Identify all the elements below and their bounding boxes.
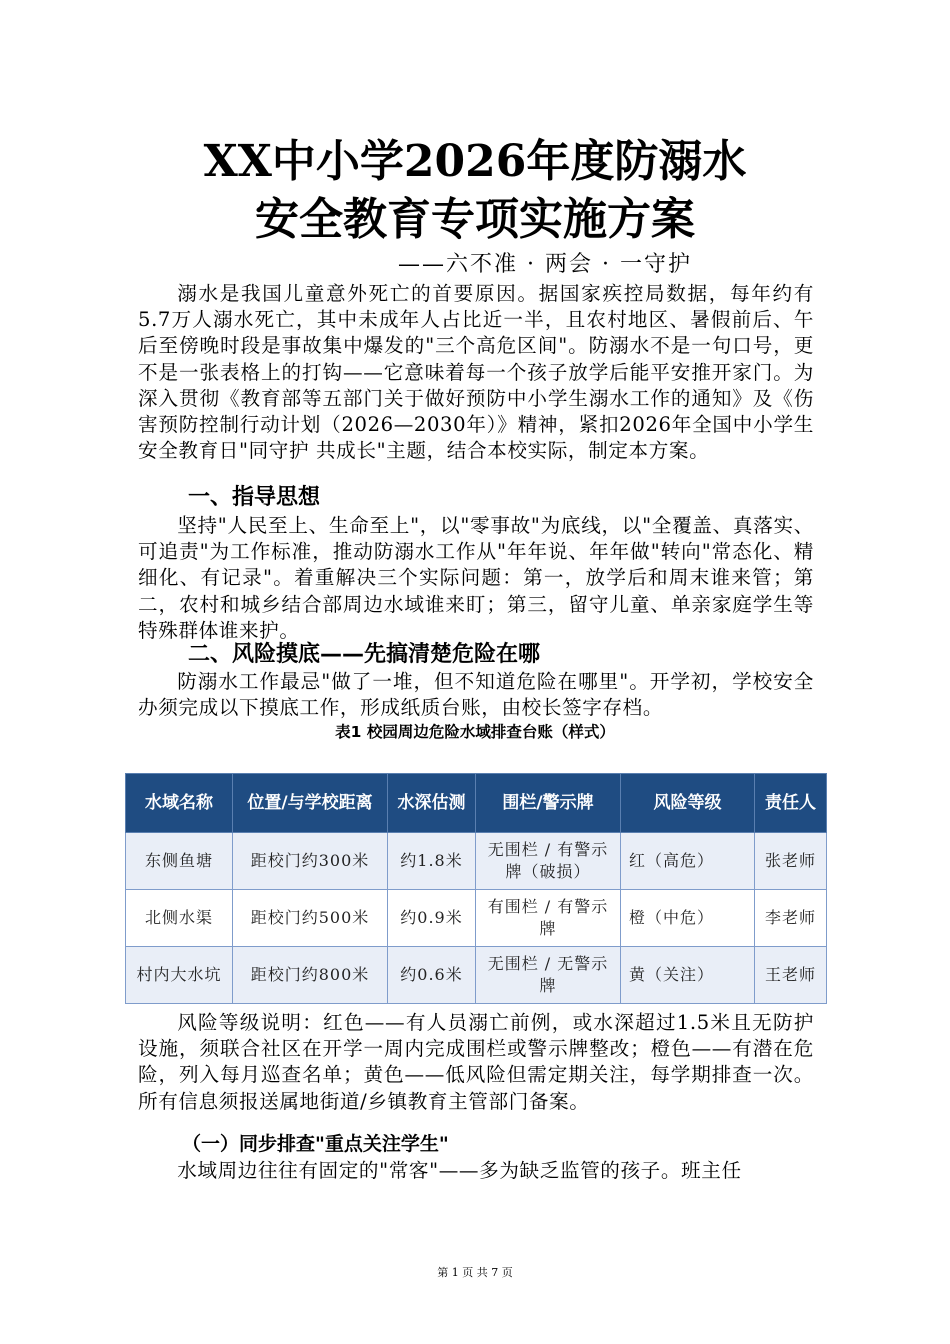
table-cell: 红（高危）	[621, 833, 755, 890]
table-cell: 有围栏 / 有警示牌	[476, 890, 621, 947]
table-row	[126, 947, 827, 1004]
table-row	[126, 890, 827, 947]
section2-heading: 二、风险摸底——先搞清楚危险在哪	[188, 642, 541, 667]
table-cell: 李老师	[755, 890, 827, 947]
table-cell: 距校门约500米	[233, 890, 388, 947]
subsection1-heading: （一）同步排查"重点关注学生"	[182, 1133, 449, 1155]
table-header-cell: 围栏/警示牌	[476, 774, 621, 833]
table-cell: 约0.6米	[388, 947, 476, 1004]
table-cell: 约1.8米	[388, 833, 476, 890]
table-header-cell: 水域名称	[126, 774, 233, 833]
table-cell: 黄（关注）	[621, 947, 755, 1004]
table-cell: 北侧水渠	[126, 890, 233, 947]
table-header-cell: 位置/与学校距离	[233, 774, 388, 833]
table-header-cell: 风险等级	[621, 774, 755, 833]
table-cell: 无围栏 / 无警示牌	[476, 947, 621, 1004]
table-cell: 村内大水坑	[126, 947, 233, 1004]
page-footer: 第 1 页 共 7 页	[437, 1266, 513, 1279]
doc-title-line1: XX中小学2026年度防溺水	[203, 136, 747, 187]
table-cell: 约0.9米	[388, 890, 476, 947]
table-cell: 东侧鱼塘	[126, 833, 233, 890]
subsection1-body: 水域周边往往有固定的"常客"——多为缺乏监管的孩子。班主任	[177, 1159, 742, 1182]
doc-subtitle: ——六不准 · 两会 · 一守护	[398, 252, 692, 277]
table-cell: 距校门约300米	[233, 833, 388, 890]
section1-heading: 一、指导思想	[188, 485, 321, 510]
doc-title-line2: 安全教育专项实施方案	[255, 194, 695, 245]
intro-paragraph: 溺水是我国儿童意外死亡的首要原因。据国家疾控局数据，每年约有5.7万人溺水死亡，其中未成年人占比近一半，且农村地区、暑假前后、午后至傍晚时段是事故集中爆发的"三个高危区间"。防溺水不是一句口号，更不是一张表格上的打钩——它意味着每一个孩子放学后能平安推开家门。为深入贯彻《教育部等五部门关于做好预防中小学生溺水工作的通知》及《伤害预防控制行动计划（2026—2030年）》精神，紧扣2026年全国中小学生安全教育日"同守护 共成长"主题，结合本校实际，制定本方案。	[138, 282, 814, 463]
water-hazard-table	[125, 773, 827, 1004]
table-caption: 表1 校园周边危险水域排查台账（样式）	[335, 723, 615, 741]
risk-level-note: 风险等级说明：红色——有人员溺亡前例，或水深超过1.5米且无防护设施，须联合社区在开学一周内完成围栏或警示牌整改；橙色——有潜在危险，列入每月巡查名单；黄色——低风险但需定期关注，每学期排查一次。所有信息须报送属地街道/乡镇教育主管部门备案。	[138, 1011, 814, 1113]
table-cell: 无围栏 / 有警示牌（破损）	[476, 833, 621, 890]
table-header-cell: 责任人	[755, 774, 827, 833]
section2-body: 防溺水工作最忌"做了一堆，但不知道危险在哪里"。开学初，学校安全办须完成以下摸底工作，形成纸质台账，由校长签字存档。	[138, 670, 814, 720]
table-cell: 张老师	[755, 833, 827, 890]
table-header-row	[126, 774, 827, 833]
table-cell: 王老师	[755, 947, 827, 1004]
section1-body: 坚持"人民至上、生命至上"，以"零事故"为底线，以"全覆盖、真落实、可追责"为工作标准，推动防溺水工作从"年年说、年年做"转向"常态化、精细化、有记录"。着重解决三个实际问题：第一，放学后和周末谁来管；第二，农村和城乡结合部周边水域谁来盯；第三，留守儿童、单亲家庭学生等特殊群体谁来护。	[138, 514, 814, 642]
table-cell: 距校门约800米	[233, 947, 388, 1004]
table-row	[126, 833, 827, 890]
table-cell: 橙（中危）	[621, 890, 755, 947]
table-header-cell: 水深估测	[388, 774, 476, 833]
